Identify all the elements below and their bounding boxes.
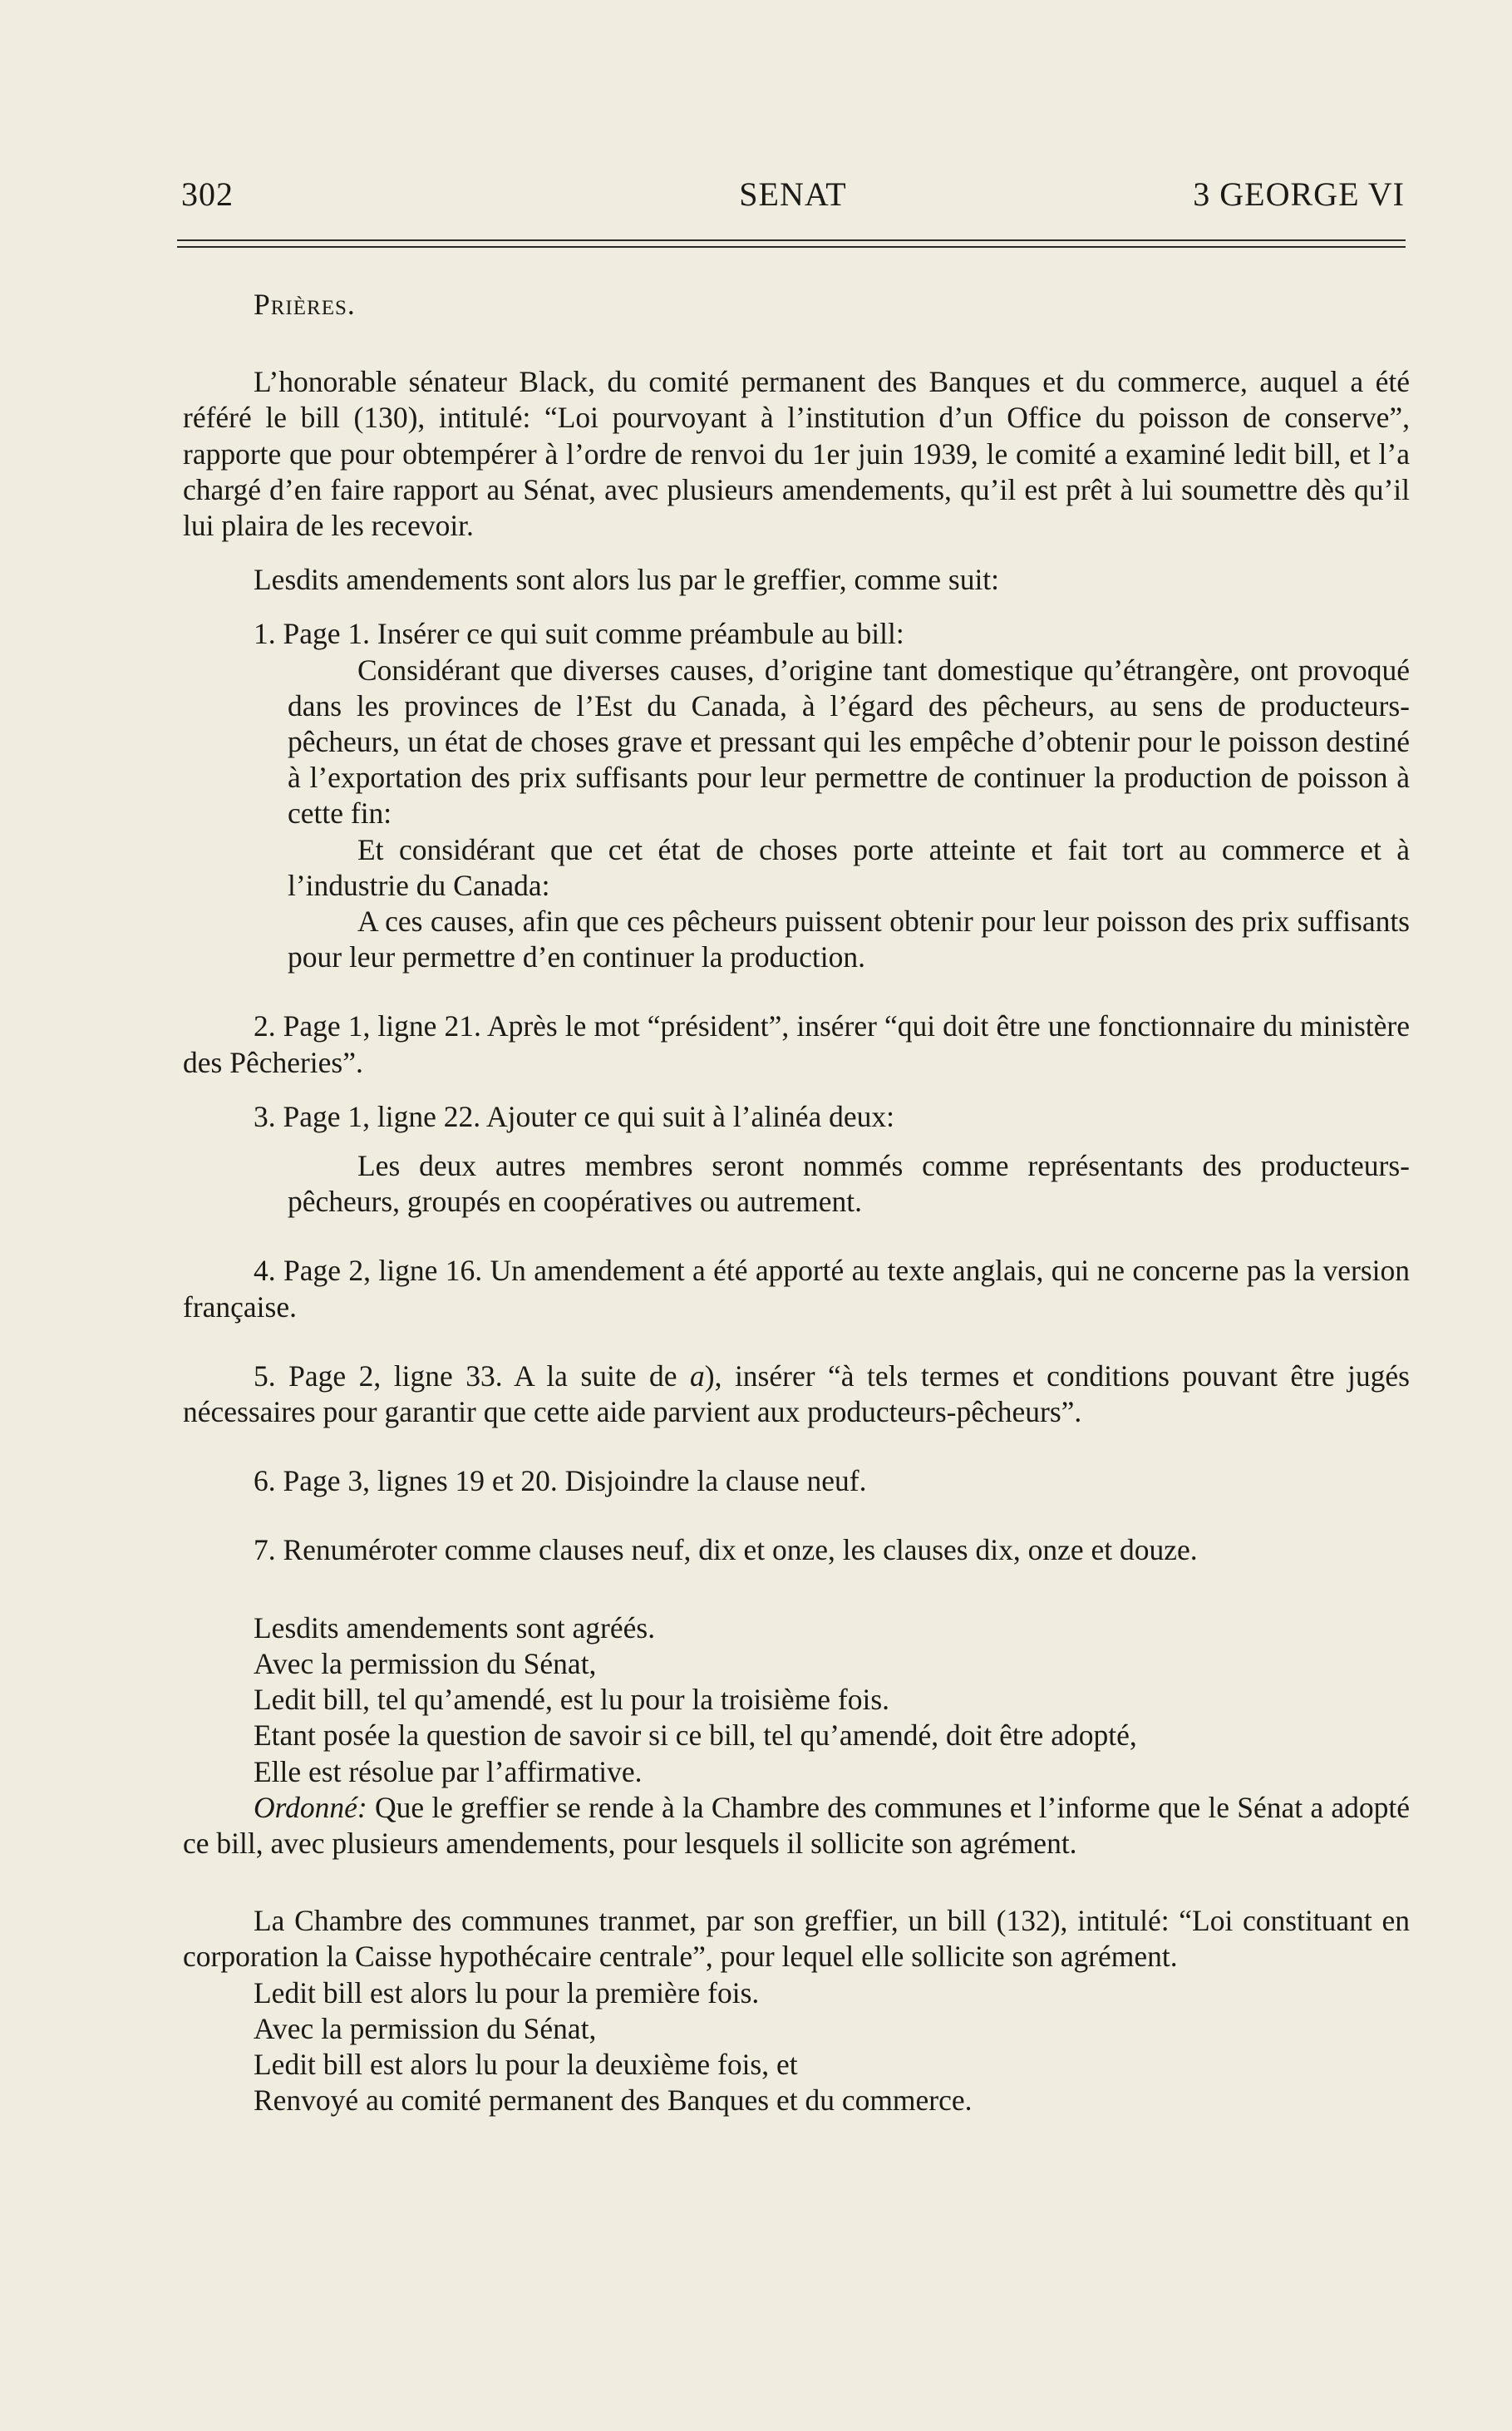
amendment-1: 1. Page 1. Insérer ce qui suit comme préambule au bill: (254, 617, 904, 651)
proceeding-line-5: Elle est résolue par l’affirmative. (254, 1754, 643, 1788)
proceeding-line-3: Ledit bill, tel qu’amendé, est lu pour la troisième fois. (254, 1683, 890, 1717)
section-heading: Prières. (254, 288, 356, 321)
amendment-3-text (183, 1148, 1410, 1220)
preamble-clause-2: Et considérant que cet état de choses porte atteinte et fait tort au commerce et à l’industrie du Canada: (288, 832, 1410, 902)
amendment-2: 2. Page 1, ligne 21. Après le mot “président”, insérer “qui doit être une fonctionnaire du ministère des Pêcheries”. (183, 1009, 1410, 1079)
page-number: 302 (181, 175, 234, 213)
commons-message-paragraph: La Chambre des communes tranmet, par son greffier, un bill (132), intitulé: “Loi constituant en corporation la Caisse hypothécaire centrale”, pour lequel elle sollicite son agrément. (183, 1904, 1410, 1974)
page-header (181, 175, 1405, 221)
order-label: Ordonné: (254, 1790, 367, 1824)
order-paragraph (183, 1790, 1410, 1861)
bill-line-1: Ledit bill est alors lu pour la première fois. (254, 1975, 760, 2009)
bill-line-3: Ledit bill est alors lu pour la deuxième fois, et (254, 2047, 798, 2081)
preamble-clause-1: Considérant que diverses causes, d’origine tant domestique qu’étrangère, ont provoqué dans les provinces de l’Est du Canada, à l’égard des pêcheurs, au sens de producteurs-pêcheurs, un état de choses grave et pressant qui les empêche d’obtenir pour le poisson destiné à l’exportation des prix suffisants pour leur permettre de continuer la production de poisson à cette fin: (288, 653, 1410, 831)
amendment-6: 6. Page 3, lignes 19 et 20. Disjoindre la clause neuf. (254, 1464, 867, 1498)
header-rule-bottom (177, 246, 1406, 248)
bill-line-2: Avec la permission du Sénat, (254, 2011, 597, 2045)
header-rule-top (177, 239, 1406, 241)
preamble-clause-3: A ces causes, afin que ces pêcheurs puissent obtenir pour leur poisson des prix suffisants pour leur permettre d’en continuer la production. (288, 905, 1410, 974)
amendment-4: 4. Page 2, ligne 16. Un amendement a été apporté au texte anglais, qui ne concerne pas la version française. (183, 1254, 1410, 1324)
bill-line-4: Renvoyé au comité permanent des Banques et du commerce. (254, 2083, 973, 2118)
order-text: Que le greffier se rende à la Chambre des communes et l’informe que le Sénat a adopté ce bill, avec plusieurs amendements, pour lesquels il sollicite son agrément. (183, 1790, 1410, 1860)
amendment-5-paragraph-letter: a (690, 1358, 705, 1393)
amendment-7: 7. Renuméroter comme clauses neuf, dix et onze, les clauses dix, onze et douze. (254, 1533, 1198, 1567)
running-title: SENAT (739, 175, 847, 213)
amendment-3: 3. Page 1, ligne 22. Ajouter ce qui suit à l’alinéa deux: (254, 1099, 894, 1133)
amendments-read-paragraph: Lesdits amendements sont alors lus par le greffier, comme suit: (254, 563, 1000, 597)
proceeding-line-4: Etant posée la question de savoir si ce bill, tel qu’amendé, doit être adopté, (254, 1718, 1137, 1753)
proceeding-line-1: Lesdits amendements sont agréés. (254, 1610, 656, 1644)
amendment-5-end: ), insérer “à tels termes et conditions pouvant être jugés nécessaires pour garantir que cette aide parvient aux producteurs-pêcheurs”. (183, 1358, 1410, 1429)
amendment-5 (183, 1358, 1410, 1430)
session-title: 3 GEORGE VI (1193, 175, 1405, 213)
amendment-5-start: 5. Page 2, ligne 33. A la suite de (254, 1358, 690, 1393)
page-body (183, 287, 1410, 2118)
amendment-1-preamble (183, 653, 1410, 976)
second-bill-proceedings (183, 1975, 1410, 2119)
amendment-3-clause: Les deux autres membres seront nommés comme représentants des producteurs-pêcheurs, groupés en coopératives ou autrement. (288, 1149, 1410, 1219)
proceeding-line-2: Avec la permission du Sénat, (254, 1646, 597, 1680)
report-paragraph: L’honorable sénateur Black, du comité permanent des Banques et du commerce, auquel a été référé le bill (130), intitulé: “Loi pourvoyant à l’institution d’un Office du poisson de conserve”, rapporte que pour obtempérer à l’ordre de renvoi du 1er juin 1939, le comité a examiné ledit bill, et l’a chargé d’en faire rapport au Sénat, avec plusieurs amendements, qu’il est prêt à lui soumettre dès qu’il lui plaira de les recevoir. (183, 365, 1410, 543)
proceedings-block (183, 1610, 1410, 1790)
